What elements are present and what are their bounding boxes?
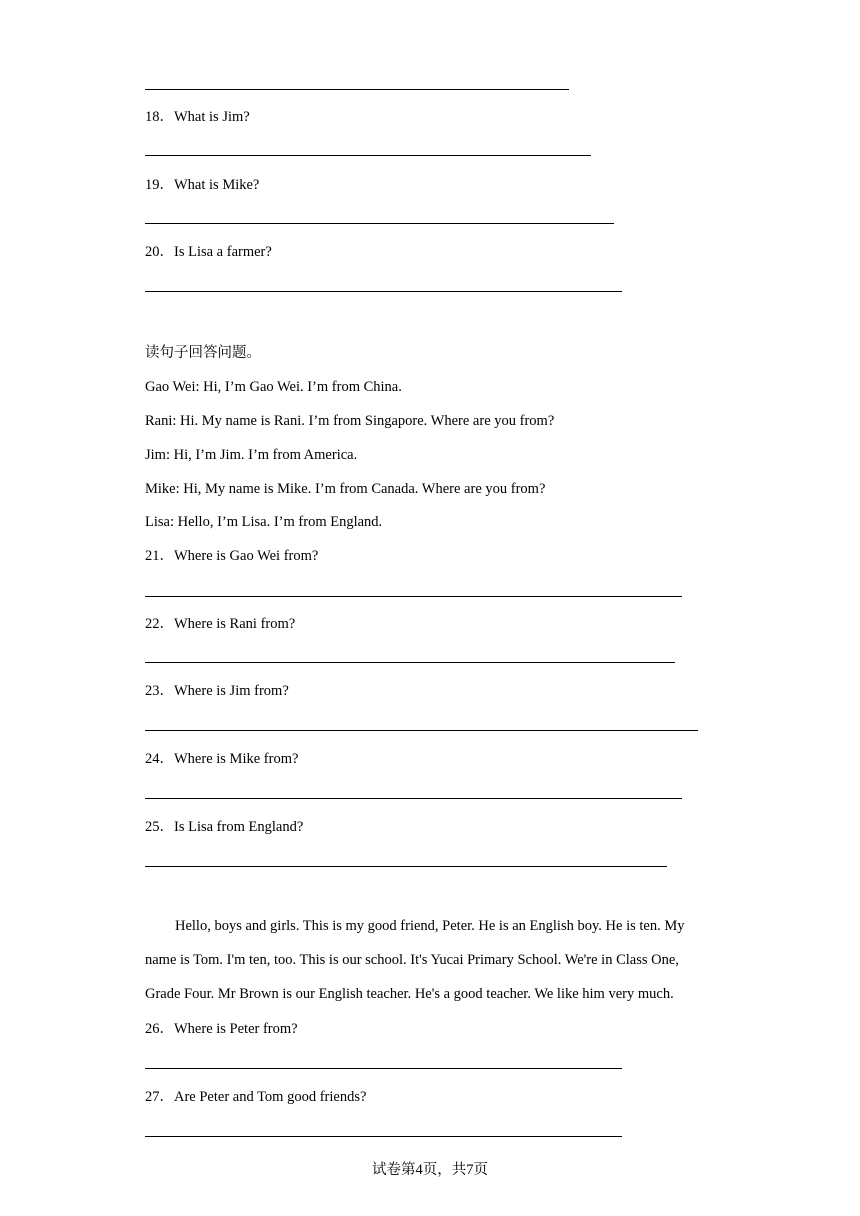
question-27: 27．Are Peter and Tom good friends? bbox=[145, 1089, 367, 1105]
answer-line-24[interactable] bbox=[145, 798, 682, 799]
dialogue-line-jim: Jim: Hi, I’m Jim. I’m from America. bbox=[145, 447, 358, 463]
dialogue-line-rani: Rani: Hi. My name is Rani. I’m from Singapore. Where are you from? bbox=[145, 413, 555, 429]
question-19: 19．What is Mike? bbox=[145, 177, 260, 193]
dialogue-line-gao-wei: Gao Wei: Hi, I’m Gao Wei. I’m from China. bbox=[145, 379, 402, 395]
answer-line-22[interactable] bbox=[145, 662, 675, 663]
question-18: 18．What is Jim? bbox=[145, 109, 250, 125]
page-footer: 试卷第4页，共7页 bbox=[372, 1162, 488, 1178]
passage-line-1: Hello, boys and girls. This is my good friend, Peter. He is an English boy. He is ten. My bbox=[175, 918, 685, 934]
question-25: 25．Is Lisa from England? bbox=[145, 819, 304, 835]
answer-line-19[interactable] bbox=[145, 223, 614, 224]
question-26: 26．Where is Peter from? bbox=[145, 1021, 298, 1037]
answer-line-21[interactable] bbox=[145, 596, 682, 597]
section-instruction: 读句子回答问题。 bbox=[145, 345, 261, 361]
question-21: 21．Where is Gao Wei from? bbox=[145, 548, 319, 564]
answer-line-20[interactable] bbox=[145, 291, 622, 292]
answer-line-25[interactable] bbox=[145, 866, 667, 867]
question-24: 24．Where is Mike from? bbox=[145, 751, 299, 767]
dialogue-line-mike: Mike: Hi, My name is Mike. I’m from Canada. Where are you from? bbox=[145, 481, 546, 497]
question-23: 23．Where is Jim from? bbox=[145, 683, 289, 699]
dialogue-line-lisa: Lisa: Hello, I’m Lisa. I’m from England. bbox=[145, 514, 383, 530]
passage-line-2: name is Tom. I'm ten, too. This is our school. It's Yucai Primary School. We're in Class One, bbox=[145, 952, 679, 968]
answer-line-27[interactable] bbox=[145, 1136, 622, 1137]
answer-line-18[interactable] bbox=[145, 155, 591, 156]
passage-line-3: Grade Four. Mr Brown is our English teacher. He's a good teacher. We like him very much. bbox=[145, 986, 674, 1002]
question-20: 20．Is Lisa a farmer? bbox=[145, 244, 272, 260]
question-22: 22．Where is Rani from? bbox=[145, 616, 296, 632]
answer-line[interactable] bbox=[145, 89, 569, 90]
answer-line-26[interactable] bbox=[145, 1068, 622, 1069]
answer-line-23[interactable] bbox=[145, 730, 698, 731]
